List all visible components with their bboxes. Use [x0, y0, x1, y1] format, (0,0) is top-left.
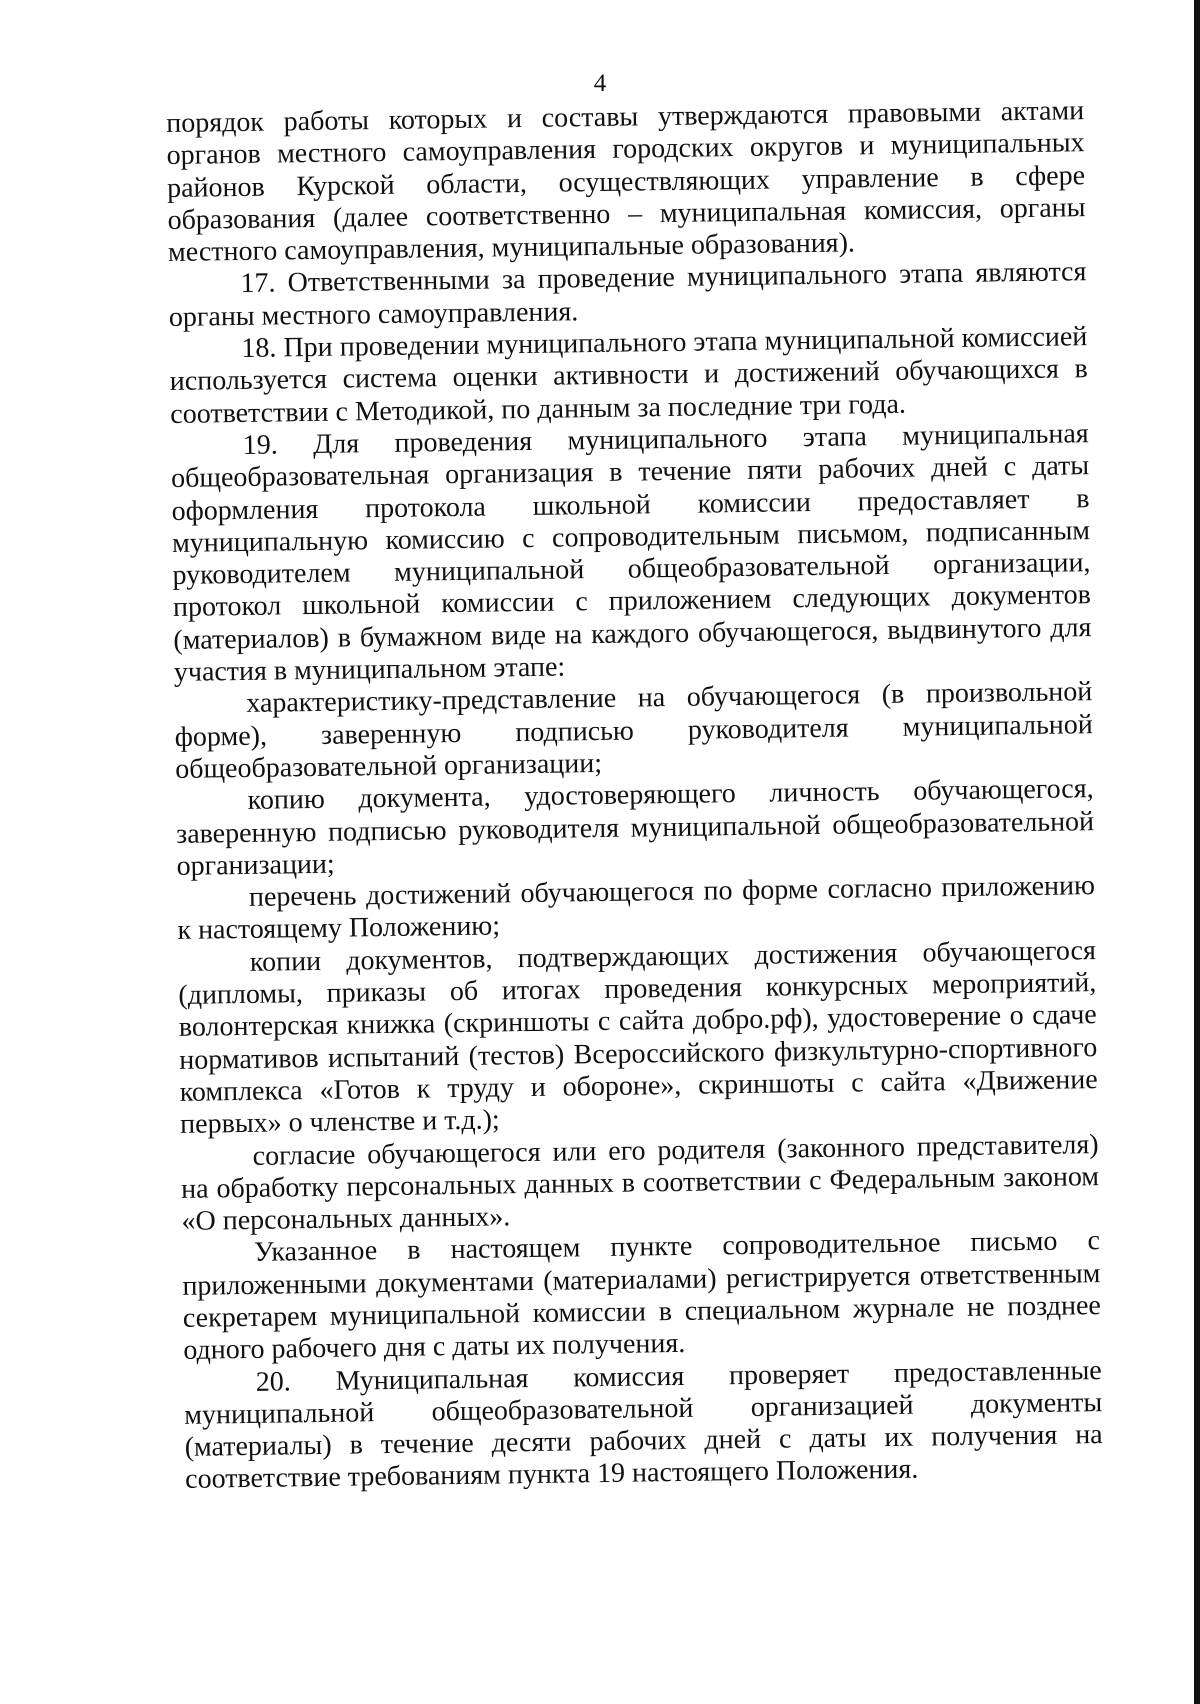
paragraph-17: 17. Ответственными за проведение муниципального этапа являются органы местного самоуправления. [168, 256, 1087, 333]
paragraph-18: 18. При проведении муниципального этапа муниципальной комиссией используется система оценки активности и достижений обучающихся в соответствии с Методикой, по данным за последние три года. [169, 321, 1088, 430]
page-number: 4 [593, 70, 607, 97]
list-item-consent: согласие обучающегося или его родителя (законного представителя) на обработку персональных данных в соответствии с Федеральным законом «О персональных данных». [180, 1128, 1100, 1237]
paragraph-registration: Указанное в настоящем пункте сопроводительное письмо с приложенными документами (материалами) регистрируется ответственным секретарем муниципальной комиссии в специальном журнале не позднее одного рабочего дня с даты их получения. [182, 1225, 1102, 1367]
paragraph-continuation: порядок работы которых и составы утверждаются правовыми актами органов местного самоуправления городских округов и муниципальных районов Курской области, осуществляющих управление в сфере образования (далее соответственно – муниципальная комиссия, органы местного самоуправления, муниципальные образования). [166, 95, 1086, 269]
list-item-achievement-copies: копии документов, подтверждающих достижения обучающегося (дипломы, приказы об итогах проведения конкурсных мероприятий, волонтерская книжка (скриншоты с сайта добро.рф), удостоверение о сдаче нормативов испытаний (тестов) Всероссийского физкультурно-спортивного комплекса «Готов к труду и обороне», скриншоты с сайта «Движение первых» о членстве и т.д.); [178, 934, 1098, 1141]
list-item-characteristic: характеристику-представление на обучающегося (в произвольной форме), заверенную подписью руководителя муниципальной общеобразовательной организации; [174, 676, 1093, 785]
paragraph-19: 19. Для проведения муниципального этапа муниципальная общеобразовательная организация в течение пяти рабочих дней с даты оформления протокола школьной комиссии предоставляет в муниципальную комиссию с сопроводительным письмом, подписанным руководителем муниципальной общеобразовательной организации, протокол школьной комиссии с приложением следующих документов (материалов) в бумажном виде на каждого обучающегося, выдвинутого для участия в муниципальном этапе: [170, 418, 1092, 688]
paragraph-20: 20. Муниципальная комиссия проверяет предоставленные муниципальной общеобразовательной организацией документы (материалы) в течение десяти рабочих дней с даты их получения на соответствие требованиям пункта 19 настоящего Положения. [184, 1354, 1103, 1496]
scan-edge [1194, 0, 1200, 1704]
list-item-achievements-list: перечень достижений обучающегося по форме согласно приложению к настоящему Положению; [177, 870, 1096, 947]
list-item-identity-copy: копию документа, удостоверяющего личность обучающегося, заверенную подписью руководителя муниципальной общеобразовательной организации; [175, 773, 1095, 882]
document-body [166, 95, 1103, 1496]
